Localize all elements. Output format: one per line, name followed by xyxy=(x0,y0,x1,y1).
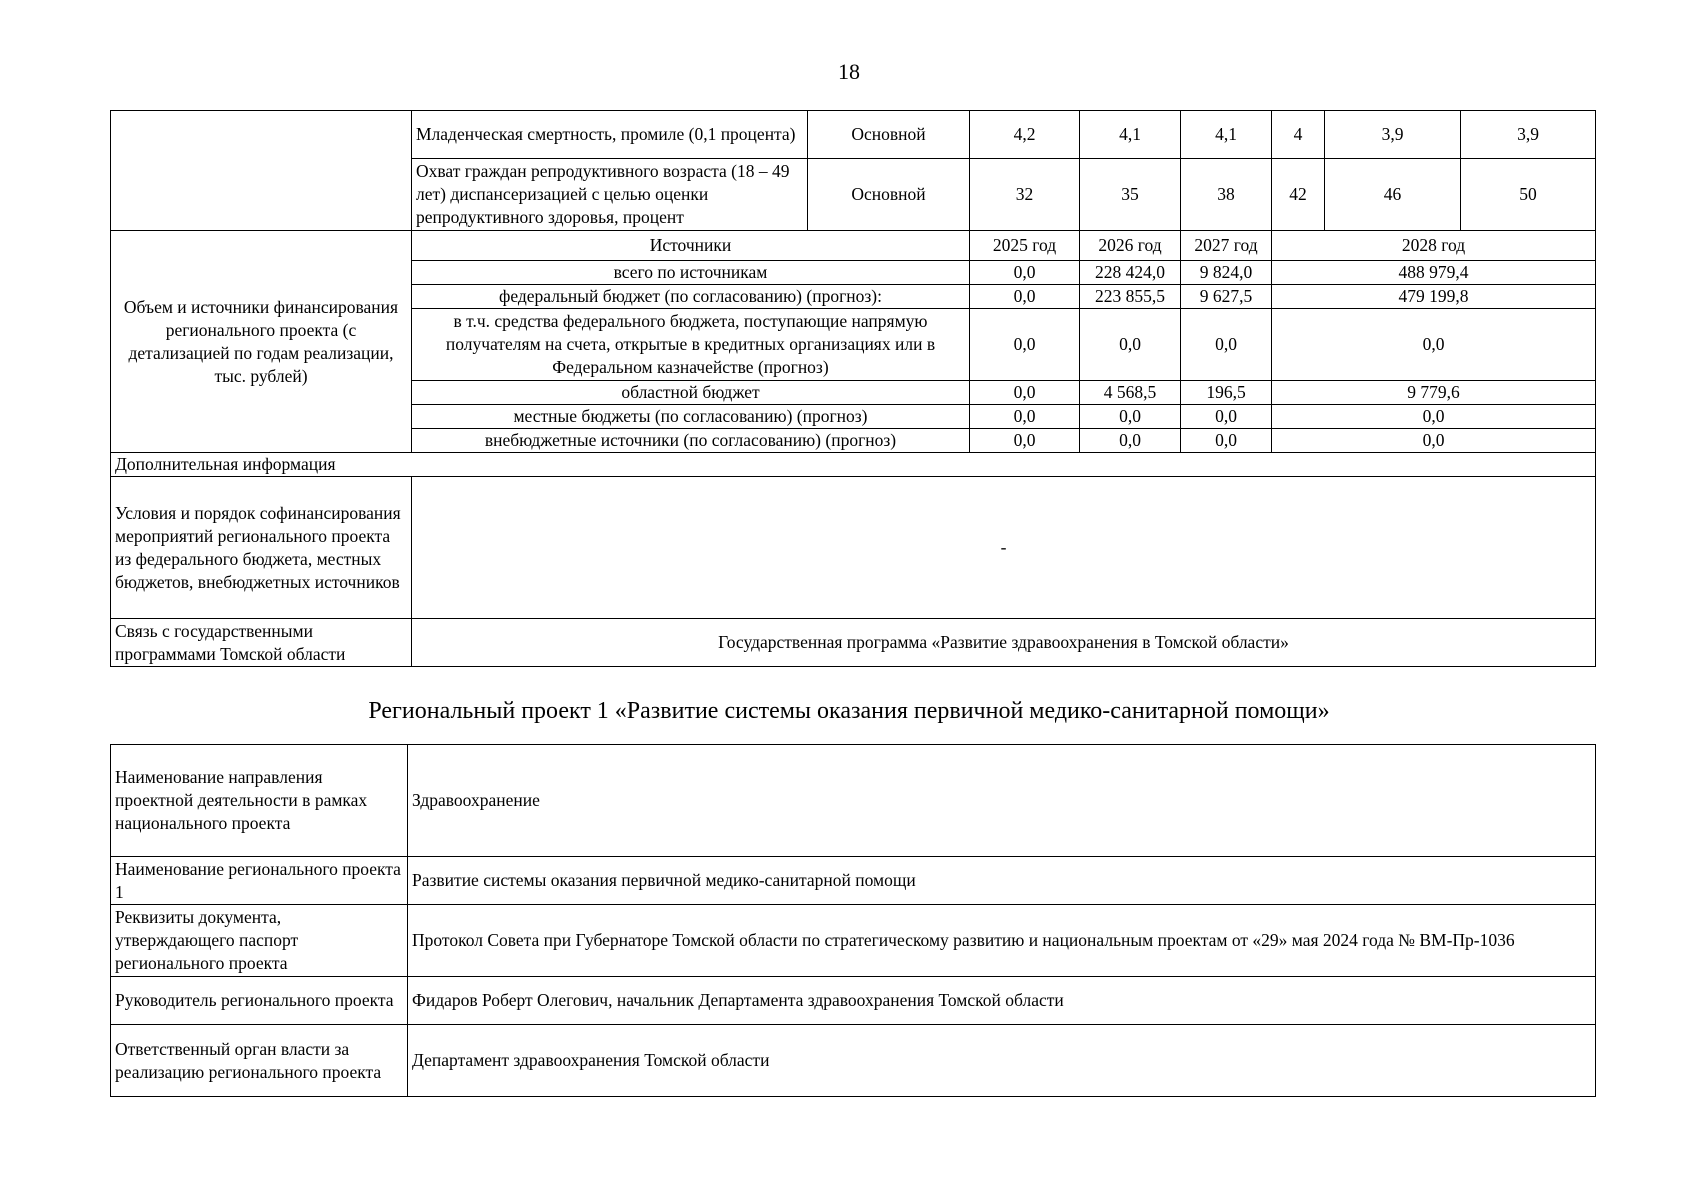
project-row xyxy=(111,745,1596,857)
project-row xyxy=(111,1025,1596,1097)
indicator-row xyxy=(111,111,1596,159)
indicator-value: 3,9 xyxy=(1461,111,1596,159)
financing-value: 0,0 xyxy=(1181,309,1272,381)
indicator-value: 35 xyxy=(1080,159,1181,231)
financing-header-row xyxy=(111,231,1596,261)
financing-sources-header: Источники xyxy=(412,231,970,261)
financing-value: 0,0 xyxy=(970,309,1080,381)
project-table xyxy=(110,744,1596,1097)
financing-value: 0,0 xyxy=(970,405,1080,429)
indicator-name: Охват граждан репродуктивного возраста (18 – 49 лет) диспансеризацией с целью оценки репродуктивного здоровья, процент xyxy=(412,159,808,231)
passport-table xyxy=(110,110,1596,667)
financing-value: 0,0 xyxy=(1272,405,1596,429)
indicator-type: Основной xyxy=(808,111,970,159)
financing-value: 479 199,8 xyxy=(1272,285,1596,309)
project-row-label: Руководитель регионального проекта xyxy=(111,977,408,1025)
indicator-value: 46 xyxy=(1325,159,1461,231)
financing-value: 223 855,5 xyxy=(1080,285,1181,309)
additional-info-row xyxy=(111,453,1596,477)
financing-source: в т.ч. средства федерального бюджета, поступающие напрямую получателям на счета, открытые в кредитных организациях или в Федеральном казначействе (прогноз) xyxy=(412,309,970,381)
page-number: 18 xyxy=(838,59,860,84)
financing-value: 488 979,4 xyxy=(1272,261,1596,285)
financing-year-header: 2026 год xyxy=(1080,231,1181,261)
project-row-label: Наименование направления проектной деятельности в рамках национального проекта xyxy=(111,745,408,857)
financing-value: 9 779,6 xyxy=(1272,381,1596,405)
state-programs-value: Государственная программа «Развитие здравоохранения в Томской области» xyxy=(412,619,1596,667)
state-programs-row xyxy=(111,619,1596,667)
financing-year-header: 2025 год xyxy=(970,231,1080,261)
financing-value: 4 568,5 xyxy=(1080,381,1181,405)
financing-source: местные бюджеты (по согласованию) (прогноз) xyxy=(412,405,970,429)
financing-value: 0,0 xyxy=(1080,405,1181,429)
project-row xyxy=(111,977,1596,1025)
indicator-value: 3,9 xyxy=(1325,111,1461,159)
project-row-value: Фидаров Роберт Олегович, начальник Департамента здравоохранения Томской области xyxy=(408,977,1596,1025)
cofinancing-value: - xyxy=(412,477,1596,619)
financing-value: 0,0 xyxy=(1181,429,1272,453)
indicator-value: 32 xyxy=(970,159,1080,231)
financing-value: 0,0 xyxy=(1272,429,1596,453)
financing-source: внебюджетные источники (по согласованию) (прогноз) xyxy=(412,429,970,453)
project-row-value: Развитие системы оказания первичной медико-санитарной помощи xyxy=(408,857,1596,905)
financing-value: 196,5 xyxy=(1181,381,1272,405)
section-heading: Региональный проект 1 «Развитие системы оказания первичной медико-санитарной помощи» xyxy=(368,698,1330,724)
indicator-name: Младенческая смертность, промиле (0,1 процента) xyxy=(412,111,808,159)
cofinancing-label: Условия и порядок софинансирования мероприятий регионального проекта из федерального бюджета, местных бюджетов, внебюджетных источников xyxy=(111,477,412,619)
indicator-value: 4,2 xyxy=(970,111,1080,159)
financing-year-header: 2028 год xyxy=(1272,231,1596,261)
indicator-value: 42 xyxy=(1272,159,1325,231)
indicator-value: 4 xyxy=(1272,111,1325,159)
financing-value: 228 424,0 xyxy=(1080,261,1181,285)
financing-value: 0,0 xyxy=(970,381,1080,405)
project-row-value: Протокол Совета при Губернаторе Томской области по стратегическому развитию и национальным проектам от «29» мая 2024 года № ВМ-Пр-1036 xyxy=(408,905,1596,977)
project-row-label: Ответственный орган власти за реализацию регионального проекта xyxy=(111,1025,408,1097)
state-programs-label: Связь с государственными программами Томской области xyxy=(111,619,412,667)
indicators-empty-label xyxy=(111,111,412,231)
financing-value: 0,0 xyxy=(970,285,1080,309)
project-row-label: Реквизиты документа, утверждающего паспорт регионального проекта xyxy=(111,905,408,977)
indicator-type: Основной xyxy=(808,159,970,231)
financing-source: всего по источникам xyxy=(412,261,970,285)
indicator-value: 4,1 xyxy=(1181,111,1272,159)
indicator-value: 4,1 xyxy=(1080,111,1181,159)
project-row xyxy=(111,905,1596,977)
financing-value: 0,0 xyxy=(970,261,1080,285)
financing-year-header: 2027 год xyxy=(1181,231,1272,261)
financing-value: 0,0 xyxy=(970,429,1080,453)
financing-value: 9 824,0 xyxy=(1181,261,1272,285)
additional-info-heading: Дополнительная информация xyxy=(111,453,1596,477)
cofinancing-row xyxy=(111,477,1596,619)
project-row xyxy=(111,857,1596,905)
financing-value: 0,0 xyxy=(1181,405,1272,429)
indicator-value: 38 xyxy=(1181,159,1272,231)
financing-label: Объем и источники финансирования регионального проекта (с детализацией по годам реализации, тыс. рублей) xyxy=(111,231,412,453)
project-row-label: Наименование регионального проекта 1 xyxy=(111,857,408,905)
financing-value: 0,0 xyxy=(1080,309,1181,381)
financing-value: 9 627,5 xyxy=(1181,285,1272,309)
project-row-value: Здравоохранение xyxy=(408,745,1596,857)
project-row-value: Департамент здравоохранения Томской области xyxy=(408,1025,1596,1097)
financing-value: 0,0 xyxy=(1272,309,1596,381)
financing-source: областной бюджет xyxy=(412,381,970,405)
financing-value: 0,0 xyxy=(1080,429,1181,453)
financing-source: федеральный бюджет (по согласованию) (прогноз): xyxy=(412,285,970,309)
indicator-value: 50 xyxy=(1461,159,1596,231)
